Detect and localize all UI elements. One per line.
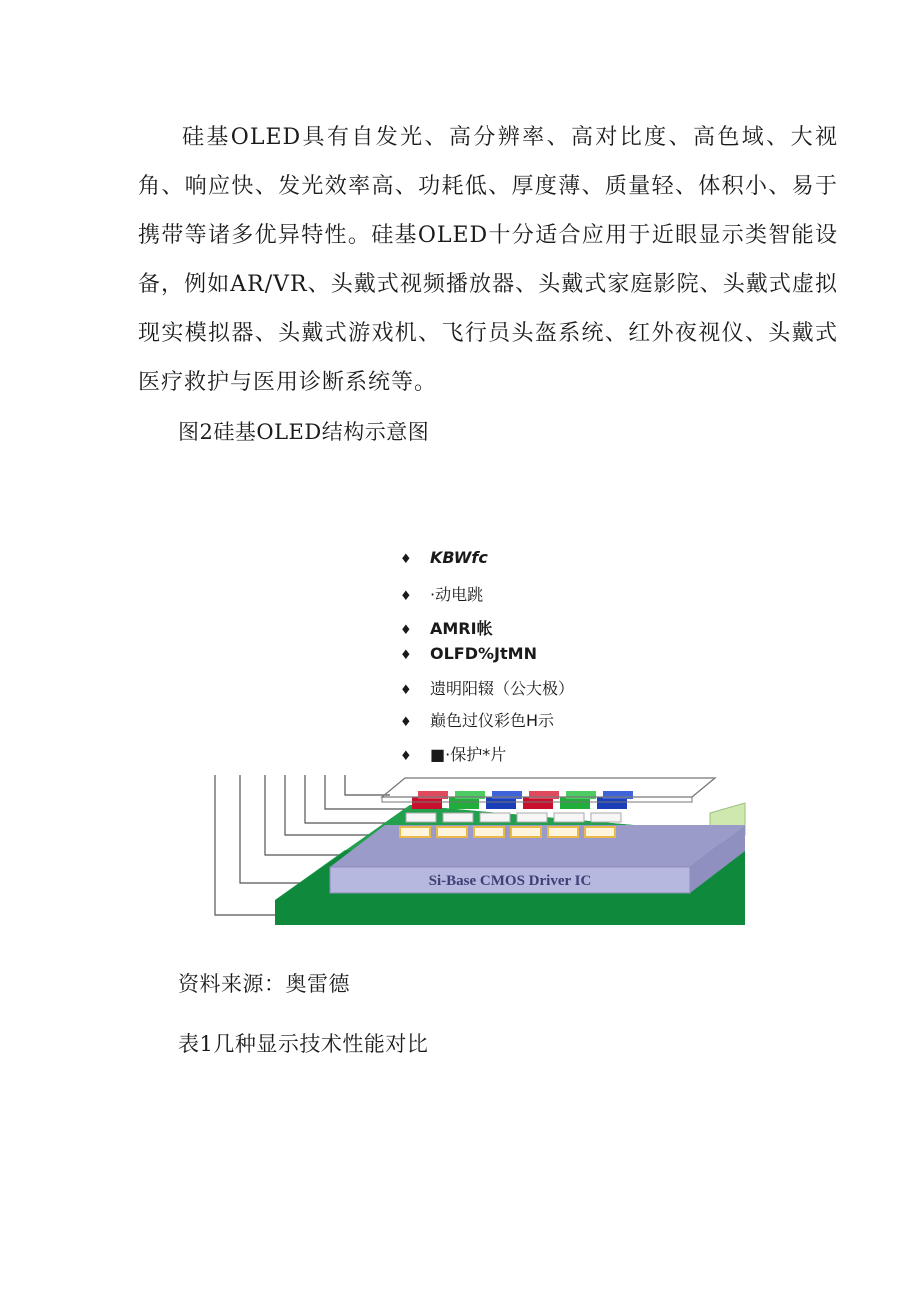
diamond-bullet-icon: ♦ (400, 749, 412, 764)
diamond-bullet-icon: ♦ (400, 589, 412, 604)
source-note: 资料来源：奥雷德 (178, 972, 350, 996)
legend-item: ♦ AMRI帐 (400, 619, 493, 638)
diamond-bullet-icon: ♦ (400, 683, 412, 698)
diamond-bullet-icon: ♦ (400, 715, 412, 730)
legend-item: ♦ 巅色过仪彩色H示 (400, 711, 555, 730)
legend-item: ♦ KBWfc (400, 548, 488, 567)
legend-item: ♦ ■·保护*片 (400, 745, 507, 764)
oled-structure-diagram (210, 775, 750, 935)
table-caption: 表1几种显示技术性能对比 (178, 1032, 429, 1056)
diamond-bullet-icon: ♦ (400, 648, 412, 663)
legend-item: ♦ OLFD%JtMN (400, 644, 537, 663)
legend-item: ♦ ·动电跳 (400, 585, 484, 604)
body-paragraph: 硅基OLED具有自发光、高分辨率、高对比度、高色域、大视角、响应快、发光效率高、功耗低、厚度薄、质量轻、体积小、易于携带等诸多优异特性。硅基OLED十分适合应用于近眼显示类智能设备，例如AR/VR、头戴式视频播放器、头戴式家庭影院、头戴式虚拟现实模拟器、头戴式游戏机、飞行员头盔系统、红外夜视仪、头戴式医疗救护与医用诊断系统等。 (138, 125, 838, 395)
figure-caption: 图2硅基OLED结构示意图 (178, 420, 430, 444)
driver-ic-label: Si-Base CMOS Driver IC (428, 873, 592, 889)
legend-item: ♦ 遗明阳辍（公大极） (400, 679, 575, 698)
diamond-bullet-icon: ♦ (400, 623, 412, 638)
color-filter-row (412, 791, 633, 809)
diamond-bullet-icon: ♦ (400, 552, 412, 567)
